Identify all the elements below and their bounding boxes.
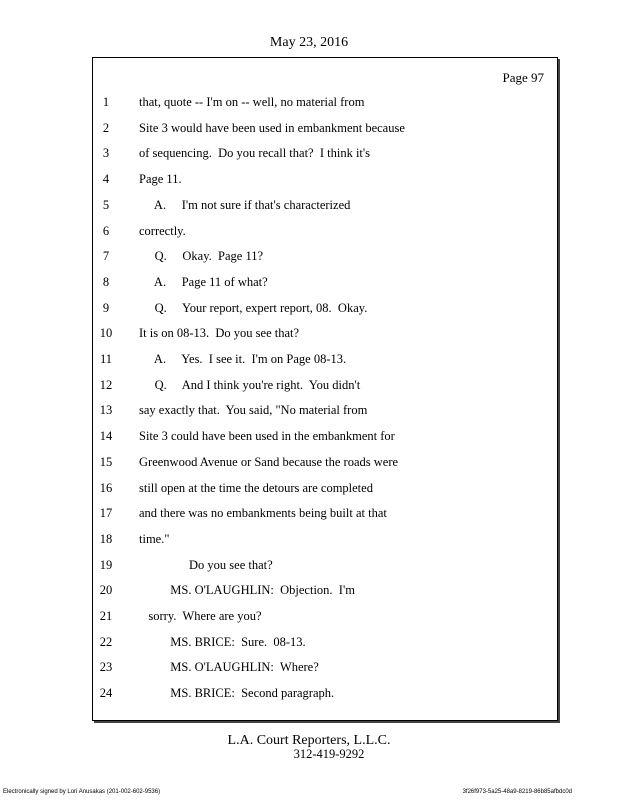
transcript-line xyxy=(0,349,618,369)
line-text: Q. Okay. Page 11? xyxy=(139,249,264,264)
transcript-line xyxy=(0,221,618,241)
line-text: Q. Your report, expert report, 08. Okay. xyxy=(139,300,368,315)
transcript-line xyxy=(0,580,618,600)
line-text: Site 3 would have been used in embankment because xyxy=(139,120,405,135)
transcript-line xyxy=(0,632,618,652)
transcript-line xyxy=(0,400,618,420)
page-number: Page 97 xyxy=(502,70,544,85)
line-number: 3 xyxy=(102,146,110,161)
transcript-date: May 23, 2016 xyxy=(269,35,349,50)
line-number: 5 xyxy=(102,197,110,212)
transcript-line xyxy=(0,195,618,215)
line-number: 20 xyxy=(99,583,113,598)
transcript-line xyxy=(0,426,618,446)
transcript-line xyxy=(0,606,618,626)
line-number: 2 xyxy=(102,120,110,135)
transcript-line xyxy=(0,246,618,266)
transcript-line xyxy=(0,118,618,138)
transcript-line xyxy=(0,92,618,112)
line-text: Page 11. xyxy=(139,172,182,187)
line-text: It is on 08-13. Do you see that? xyxy=(139,326,300,341)
line-text: of sequencing. Do you recall that? I think it's xyxy=(139,146,371,161)
line-number: 18 xyxy=(99,531,113,546)
transcript-line xyxy=(0,272,618,292)
line-number: 12 xyxy=(99,377,113,392)
line-text: MS. O'LAUGHLIN: Objection. I'm xyxy=(139,583,355,598)
line-text: time." xyxy=(139,531,170,546)
electronic-signature-note: Electronically signed by Lori Anusakas (201-002-602-9536) xyxy=(3,789,161,795)
line-text: A. Yes. I see it. I'm on Page 08-13. xyxy=(139,352,347,366)
document-id: 3f26f973-5a25-48a9-8219-86b85afbdc0d xyxy=(462,789,572,795)
line-number: 10 xyxy=(99,326,113,341)
line-number: 17 xyxy=(99,506,113,521)
line-text: Q. And I think you're right. You didn't xyxy=(139,377,361,392)
court-reporter-phone: 312-419-9292 xyxy=(293,747,365,761)
line-text: Do you see that? xyxy=(139,557,273,572)
transcript-line xyxy=(0,143,618,163)
line-text: that, quote -- I'm on -- well, no material from xyxy=(139,95,365,109)
line-number: 23 xyxy=(99,660,113,675)
transcript-line xyxy=(0,683,618,703)
line-number: 19 xyxy=(99,557,113,572)
transcript-line xyxy=(0,169,618,189)
line-number: 15 xyxy=(99,454,113,469)
line-number: 14 xyxy=(99,429,113,444)
line-text: Greenwood Avenue or Sand because the roads were xyxy=(139,454,399,469)
line-number: 16 xyxy=(99,480,113,495)
transcript-line xyxy=(0,503,618,523)
transcript-line xyxy=(0,375,618,395)
transcript-line xyxy=(0,452,618,472)
line-number: 22 xyxy=(99,634,113,649)
line-number: 1 xyxy=(102,95,110,109)
line-number: 24 xyxy=(99,686,113,701)
line-number: 13 xyxy=(99,403,113,418)
line-text: MS. O'LAUGHLIN: Where? xyxy=(139,660,319,675)
line-number: 9 xyxy=(102,300,110,315)
line-text: correctly. xyxy=(139,223,186,238)
line-number: 7 xyxy=(102,249,110,264)
line-text: and there was no embankments being built at that xyxy=(139,506,387,521)
line-text: Site 3 could have been used in the embankment for xyxy=(139,429,395,444)
line-number: 8 xyxy=(102,274,110,289)
transcript-line xyxy=(0,478,618,498)
line-number: 6 xyxy=(102,223,110,238)
transcript-line xyxy=(0,298,618,318)
line-text: sorry. Where are you? xyxy=(139,609,262,623)
line-text: A. I'm not sure if that's characterized xyxy=(139,197,351,212)
transcript-line xyxy=(0,555,618,575)
court-reporter-company: L.A. Court Reporters, L.L.C. xyxy=(227,733,391,748)
line-number: 4 xyxy=(102,172,110,187)
transcript-line xyxy=(0,657,618,677)
line-number: 21 xyxy=(99,609,113,623)
line-text: say exactly that. You said, "No material from xyxy=(139,403,368,418)
line-text: MS. BRICE: Second paragraph. xyxy=(139,686,335,701)
line-text: MS. BRICE: Sure. 08-13. xyxy=(139,634,306,649)
line-text: still open at the time the detours are completed xyxy=(139,480,373,495)
transcript-line xyxy=(0,323,618,343)
line-number: 11 xyxy=(99,352,113,366)
line-text: A. Page 11 of what? xyxy=(139,274,268,289)
transcript-line xyxy=(0,529,618,549)
